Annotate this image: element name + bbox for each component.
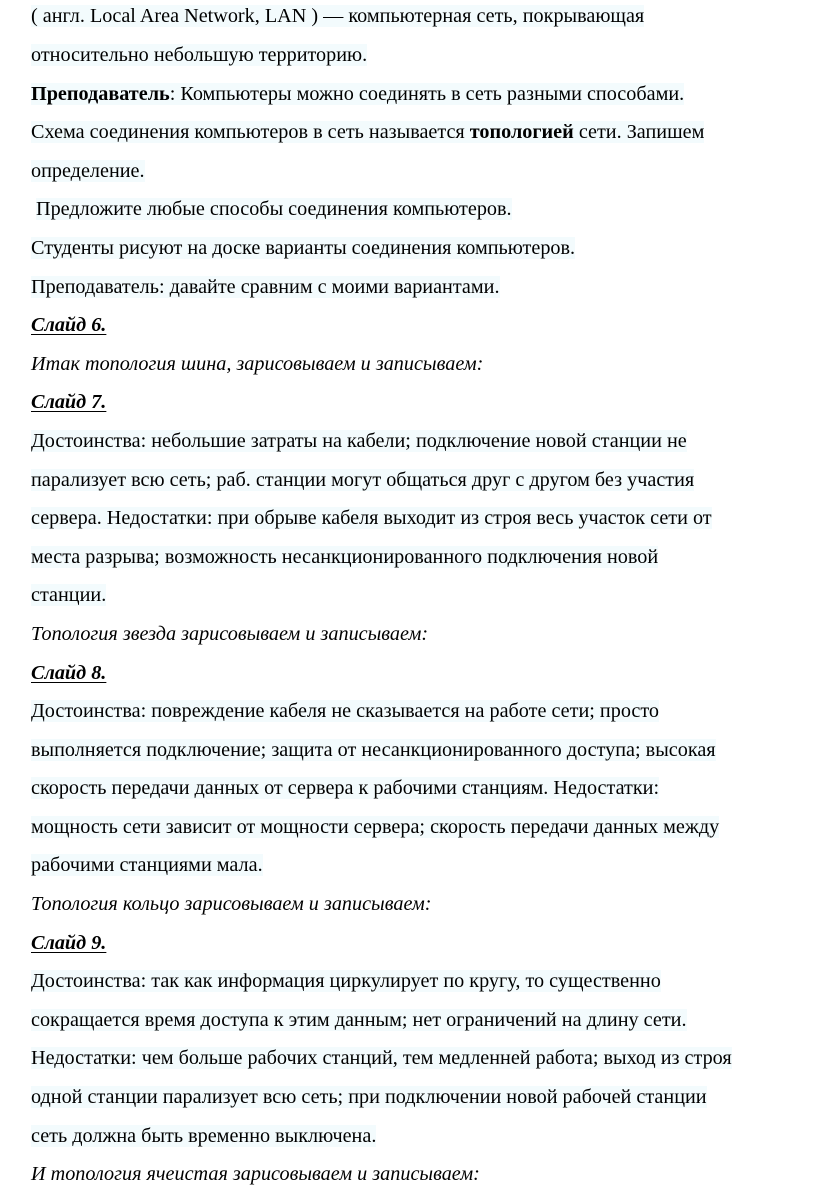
text-line (31, 615, 811, 654)
slide-heading (31, 306, 811, 345)
text-segment: Достоинства: небольшие затраты на кабели; подключение новой станции не (31, 429, 687, 452)
text-line (31, 1039, 811, 1078)
text-line (31, 846, 811, 885)
text-line (31, 538, 811, 577)
text-line (31, 268, 811, 307)
text-segment: сеть должна быть временно выключена. (31, 1124, 377, 1147)
text-line (31, 885, 811, 924)
text-segment: станции. (31, 584, 107, 607)
teacher-label: Преподаватель (31, 82, 170, 105)
text-segment (31, 121, 704, 143)
text-segment: Достоинства: так как информация циркулирует по кругу, то существенно (31, 970, 661, 993)
slide-8-heading: Слайд 8. (31, 661, 107, 684)
text-segment: выполняется подключение; защита от несанкционированного доступа; высокая (31, 738, 716, 761)
text-line (31, 1155, 811, 1194)
text-line (31, 769, 811, 808)
text-segment: места разрыва; возможность несанкционированного подключения новой (31, 545, 659, 568)
text-segment: относительно небольшую территорию. (31, 44, 368, 66)
text-line (31, 152, 811, 191)
text-segment: Недостатки: чем больше рабочих станций, тем медленней работа; выход из строя (31, 1047, 732, 1070)
text-line (31, 808, 811, 847)
text-line (31, 422, 811, 461)
text-segment: : Компьютеры можно соединять в сеть разными способами. (169, 82, 685, 105)
text-line (31, 0, 811, 36)
text-line (31, 190, 811, 229)
text-segment: ( англ. Local Area Network, LAN ) — компьютерная сеть, покрывающая (31, 5, 645, 27)
slide-9-heading: Слайд 9. (31, 931, 107, 954)
text-segment: скорость передачи данных от сервера к рабочими станциям. Недостатки: (31, 777, 660, 800)
text-segment: рабочими станциями мала. (31, 854, 263, 877)
slide-heading (31, 654, 811, 693)
text-segment: сервера. Недостатки: при обрыве кабеля выходит из строя весь участок сети от (31, 507, 712, 530)
text-line (31, 1001, 811, 1040)
slide-heading (31, 924, 811, 963)
text-line (31, 692, 811, 731)
text-segment: парализует всю сеть; раб. станции могут общаться друг с другом без участия (31, 468, 695, 491)
text-line (31, 75, 811, 114)
text-line (31, 345, 811, 384)
instruction-text: Топология звезда зарисовываем и записываем: (31, 622, 429, 645)
text-line (31, 576, 811, 615)
text-segment: Студенты рисуют на доске варианты соединения компьютеров. (31, 236, 576, 259)
instruction-text: Итак топология шина, зарисовываем и записываем: (31, 352, 484, 375)
term-topology: топологией (469, 121, 574, 144)
text-segment: мощность сети зависит от мощности сервера; скорость передачи данных между (31, 815, 720, 838)
slide-heading (31, 383, 811, 422)
text-line (31, 1117, 811, 1156)
text-segment: Схема соединения компьютеров в сеть называется (31, 121, 470, 144)
text-segment: сети. Запишем (573, 121, 705, 144)
slide-6-heading: Слайд 6. (31, 314, 107, 337)
text-segment: Предложите любые способы соединения компьютеров. (36, 198, 512, 221)
text-line (31, 962, 811, 1001)
instruction-text: Топология кольцо зарисовываем и записываем: (31, 893, 432, 916)
slide-7-heading: Слайд 7. (31, 391, 107, 414)
text-segment: одной станции парализует всю сеть; при подключении новой рабочей станции (31, 1086, 707, 1109)
text-segment: определение. (31, 159, 145, 182)
text-line (31, 461, 811, 500)
text-segment: сокращается время доступа к этим данным; нет ограничений на длину сети. (31, 1008, 687, 1031)
text-line (31, 36, 811, 75)
text-line (31, 229, 811, 268)
instruction-text: И топология ячеистая зарисовываем и записываем: (31, 1163, 480, 1186)
text-line (31, 731, 811, 770)
text-segment: Преподаватель: давайте сравним с моими вариантами. (31, 275, 500, 298)
text-line (31, 1078, 811, 1117)
text-line (31, 499, 811, 538)
document-page (31, 0, 811, 1194)
text-segment (31, 83, 684, 105)
text-segment: Достоинства: повреждение кабеля не сказывается на работе сети; просто (31, 700, 660, 723)
text-line (31, 113, 811, 152)
